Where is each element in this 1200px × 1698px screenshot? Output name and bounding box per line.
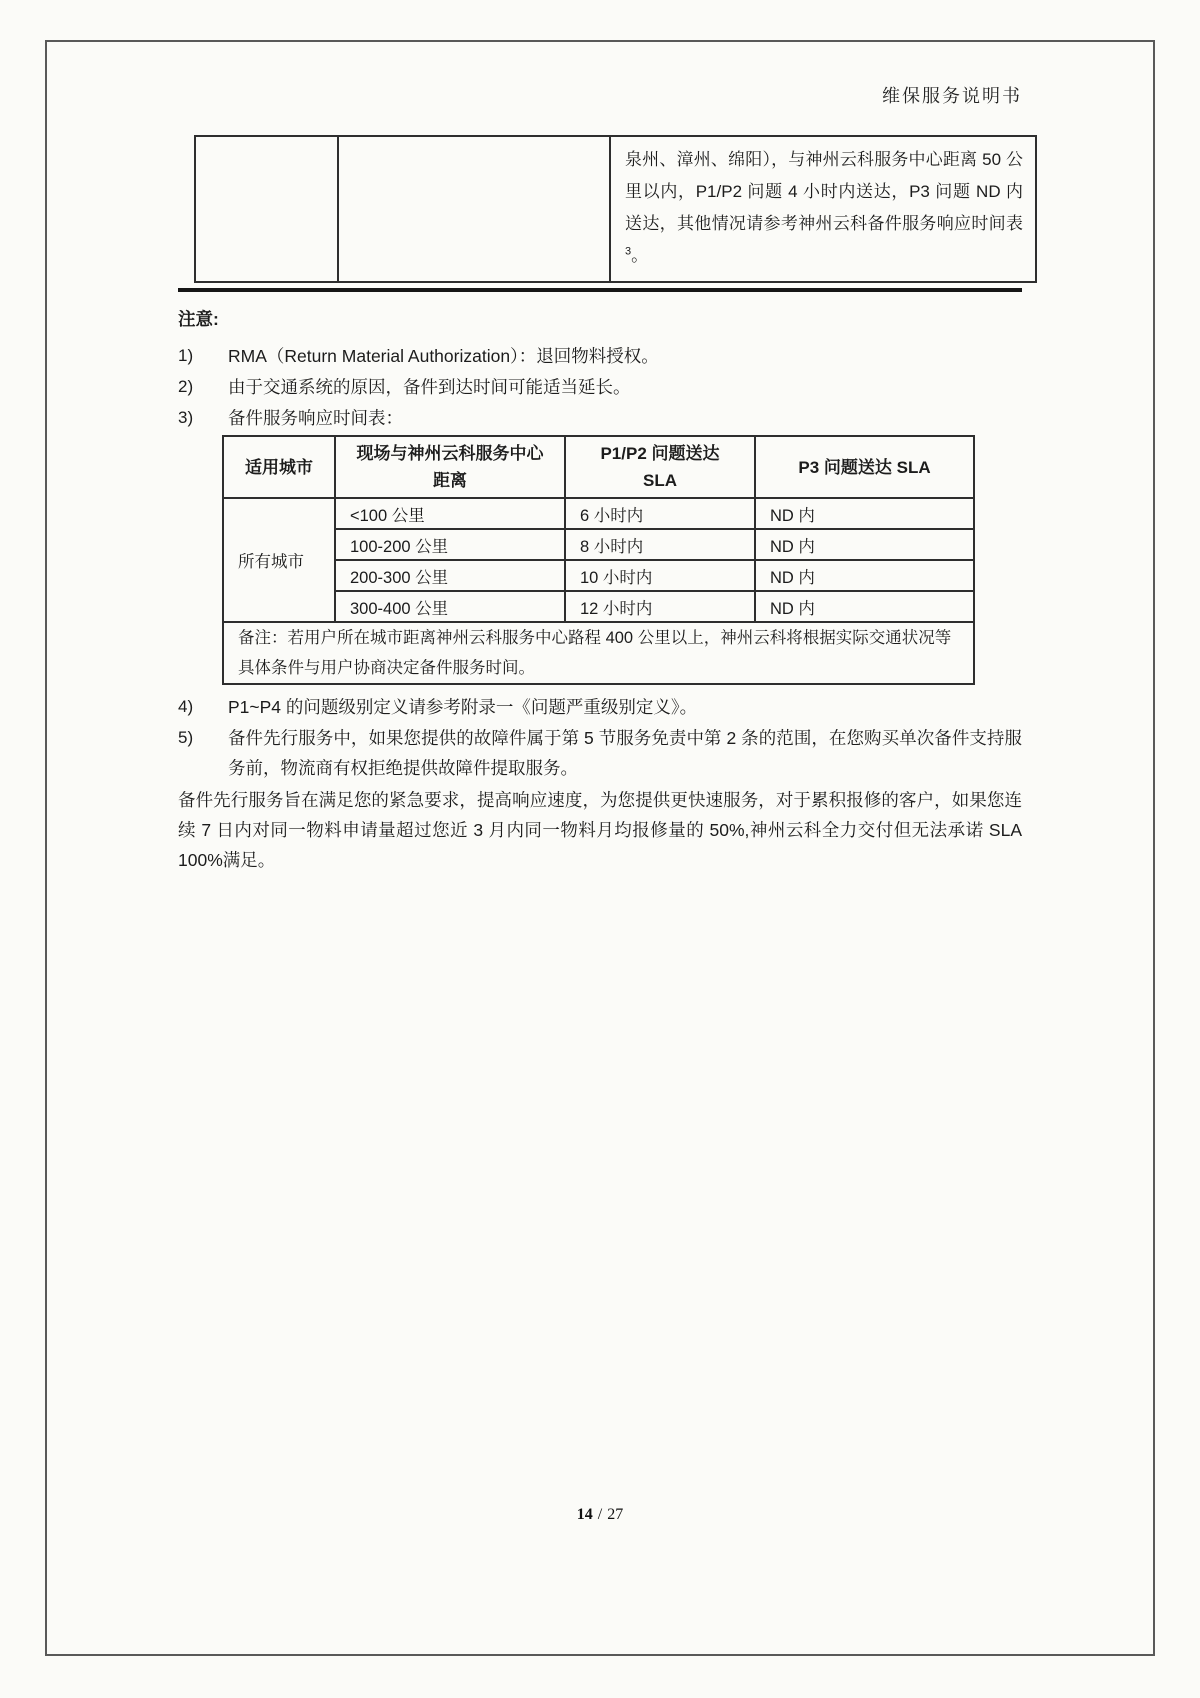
sla-table-row [223,591,974,622]
sla-table-header-row [223,436,974,498]
sla-table-row [223,529,974,560]
sla-p1p2-cell: 8 小时内 [565,529,755,560]
list-item-text: RMA（Return Material Authorization）：退回物料授权。 [228,346,659,366]
sla-remark-cell: 备注：若用户所在城市距离神州云科服务中心路程 400 公里以上，神州云科将根据实际交通状况等具体条件与用户协商决定备件服务时间。 [223,622,974,684]
sla-p1p2-cell: 10 小时内 [565,560,755,591]
sla-header-distance [335,436,565,498]
section-divider-rule [178,288,1022,292]
sla-table-row [223,560,974,591]
carryover-text: 泉州、漳州、绵阳），与神州云科服务中心距离 50 公里以内，P1/P2 问题 4 小时内送达，P3 问题 ND 内送达，其他情况请参考神州云科备件服务响应时间表 [625,150,1023,233]
footer-separator: / [597,1506,603,1523]
sla-header-p1p2 [565,436,755,498]
sla-p3-cell: ND 内 [755,591,974,622]
list-item-text: 备件先行服务中，如果您提供的故障件属于第 5 节服务免责中第 2 条的范围，在您购买单次备件支持服务前，物流商有权拒绝提供故障件提取服务。 [228,728,1022,778]
list-item [178,341,1022,371]
footnote-reference: 3 [625,245,632,258]
list-item [178,723,1022,783]
sla-header-distance-line2: 距离 [433,471,467,490]
list-item-number: 3) [178,408,194,427]
sla-distance-cell: 300-400 公里 [335,591,565,622]
carryover-text-cell [610,136,1036,282]
sla-table [222,435,975,685]
sla-header-city-line1: 适用城市 [245,457,313,477]
list-item-text: 由于交通系统的原因，备件到达时间可能适当延长。 [228,377,631,397]
page-footer [0,1506,1200,1524]
carryover-text-end: 。 [631,246,649,265]
sla-header-p3-line1: P3 问题送达 SLA [798,457,931,477]
sla-table-remark-row [223,622,974,684]
sla-p1p2-cell: 6 小时内 [565,498,755,529]
footer-page-total: 27 [607,1506,624,1523]
carryover-table [194,135,1037,283]
sla-p3-cell: ND 内 [755,529,974,560]
list-item [178,403,1022,433]
sla-p3-cell: ND 内 [755,498,974,529]
sla-distance-cell: 100-200 公里 [335,529,565,560]
sla-table-row [223,498,974,529]
main-content [178,304,1022,875]
list-item-number: 5) [178,728,194,747]
sla-header-p3 [755,436,974,498]
list-item-text: P1~P4 的问题级别定义请参考附录一《问题严重级别定义》。 [228,697,698,717]
list-item-number: 4) [178,697,194,716]
sla-header-p1p2-line2: SLA [643,471,677,490]
sla-city-cell: 所有城市 [223,498,335,622]
list-item [178,372,1022,402]
carryover-empty-cell-2 [338,136,610,282]
list-item-number: 2) [178,377,194,396]
document-header-title: 维保服务说明书 [882,86,1022,106]
sla-header-distance-line1: 现场与神州云科服务中心 [356,444,544,463]
sla-distance-cell: 200-300 公里 [335,560,565,591]
list-item [178,692,1022,722]
sla-p1p2-cell: 12 小时内 [565,591,755,622]
sla-distance-cell: <100 公里 [335,498,565,529]
sla-header-p1p2-line1: P1/P2 问题送达 [600,444,720,463]
sla-p3-cell: ND 内 [755,560,974,591]
footer-page-number: 14 [576,1506,593,1523]
carryover-table-row [195,136,1036,282]
list-item-number: 1) [178,346,194,365]
carryover-empty-cell-1 [195,136,338,282]
sla-header-city [223,436,335,498]
closing-paragraph: 备件先行服务旨在满足您的紧急要求，提高响应速度，为您提供更快速服务，对于累积报修的客户，如果您连续 7 日内对同一物料申请量超过您近 3 月内同一物料月均报修量的 50%,神州云科全力交付但无法承诺 SLA 100%满足。 [178,790,1022,870]
list-item-text: 备件服务响应时间表： [228,408,403,428]
notice-heading: 注意: [178,309,219,329]
